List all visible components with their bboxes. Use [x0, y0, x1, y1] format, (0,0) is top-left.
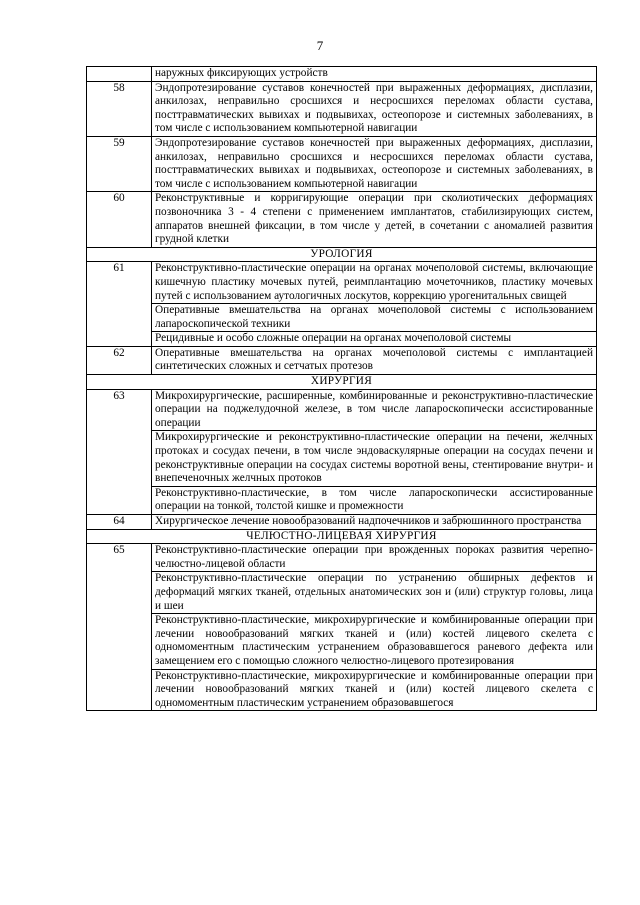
row-text: Реконструктивно-пластические операции на органах мочеполовой системы, включающие кишечную пластику мочевых путей, реимплантацию мочеточников, пластику мочевых путей с использованием аутологичных лоскутов, коррекцию урогенитальных свищей [152, 262, 597, 304]
row-text: Микрохирургические и реконструктивно-пластические операции на печени, желчных протоках и сосудах печени, в том числе эндоваскулярные операции на сосудах печени и реконструктивные операции на сосудах системы воротной вены, стентирование внутри- и внепеченочных желчных протоков [152, 431, 597, 486]
table-row [87, 515, 597, 530]
row-number: 61 [87, 262, 152, 347]
row-text: наружных фиксирующих устройств [152, 67, 597, 82]
table-row [87, 346, 597, 374]
row-number: 64 [87, 515, 152, 530]
section-title: УРОЛОГИЯ [87, 247, 597, 262]
row-text: Реконструктивно-пластические, микрохирургические и комбинированные операции при лечении новообразований мягких тканей и (или) костей лицевого скелета с одномоментным пластическим устранением образовавшегося раневого дефекта или замещением его с помощью сложного челюстно-лицевого протезирования [152, 614, 597, 669]
table-row [87, 544, 597, 572]
services-table [86, 66, 597, 711]
table-row [87, 136, 597, 191]
section-header-surgery [87, 375, 597, 390]
row-text: Реконструктивно-пластические, микрохирургические и комбинированные операции при лечении новообразований мягких тканей и (или) костей лицевого скелета с одномоментным пластическим устранением образовавшегося [152, 669, 597, 711]
table-row [87, 81, 597, 136]
row-number: 58 [87, 81, 152, 136]
row-text: Микрохирургические, расширенные, комбинированные и реконструктивно-пластические операции на поджелудочной железе, в том числе лапароскопически ассистированные операции [152, 389, 597, 431]
table-row [87, 389, 597, 431]
section-header-maxillofacial [87, 529, 597, 544]
row-number: 62 [87, 346, 152, 374]
section-title: ЧЕЛЮСТНО-ЛИЦЕВАЯ ХИРУРГИЯ [87, 529, 597, 544]
table-row [87, 431, 597, 486]
page-number: 7 [316, 38, 324, 53]
row-text: Оперативные вмешательства на органах мочеполовой системы с имплантацией синтетических сложных и сетчатых протезов [152, 346, 597, 374]
table-row [87, 614, 597, 669]
row-text: Реконструктивно-пластические, в том числе лапароскопически ассистированные операции на тонкой, толстой кишке и промежности [152, 486, 597, 514]
row-text: Рецидивные и особо сложные операции на органах мочеполовой системы [152, 332, 597, 347]
table-row [87, 486, 597, 514]
row-text: Эндопротезирование суставов конечностей при выраженных деформациях, дисплазии, анкилозах, неправильно сросшихся и несросшихся переломах области сустава, посттравматических вывихах и подвывихах, остеопорозе и системных заболеваниях, в том числе с использованием компьютерной навигации [152, 136, 597, 191]
row-text: Хирургическое лечение новообразований надпочечников и забрюшинного пространства [152, 515, 597, 530]
table-row [87, 332, 597, 347]
row-text: Оперативные вмешательства на органах мочеполовой системы с использованием лапароскопической техники [152, 304, 597, 332]
table-row [87, 192, 597, 247]
row-text: Реконструктивно-пластические операции по устранению обширных дефектов и деформаций мягких тканей, отдельных анатомических зон и (или) структур головы, лица и шеи [152, 572, 597, 614]
table-row [87, 67, 597, 82]
row-text: Реконструктивно-пластические операции при врожденных пороках развития черепно-челюстно-лицевой области [152, 544, 597, 572]
row-text: Эндопротезирование суставов конечностей при выраженных деформациях, дисплазии, анкилозах, неправильно сросшихся и несросшихся переломах области сустава, посттравматических вывихах и подвывихах, остеопорозе и системных заболеваниях, в том числе с использованием компьютерной навигации [152, 81, 597, 136]
section-title: ХИРУРГИЯ [87, 375, 597, 390]
table-row [87, 262, 597, 304]
row-number: 60 [87, 192, 152, 247]
row-number: 59 [87, 136, 152, 191]
row-number [87, 67, 152, 82]
section-header-urology [87, 247, 597, 262]
row-number: 63 [87, 389, 152, 514]
table-row [87, 669, 597, 711]
table-row [87, 304, 597, 332]
row-number: 65 [87, 544, 152, 711]
row-text: Реконструктивные и корригирующие операции при сколиотических деформациях позвоночника 3 - 4 степени с применением имплантатов, стабилизирующих систем, аппаратов внешней фиксации, в том числе у детей, в сочетании с аномалией развития грудной клетки [152, 192, 597, 247]
table-row [87, 572, 597, 614]
